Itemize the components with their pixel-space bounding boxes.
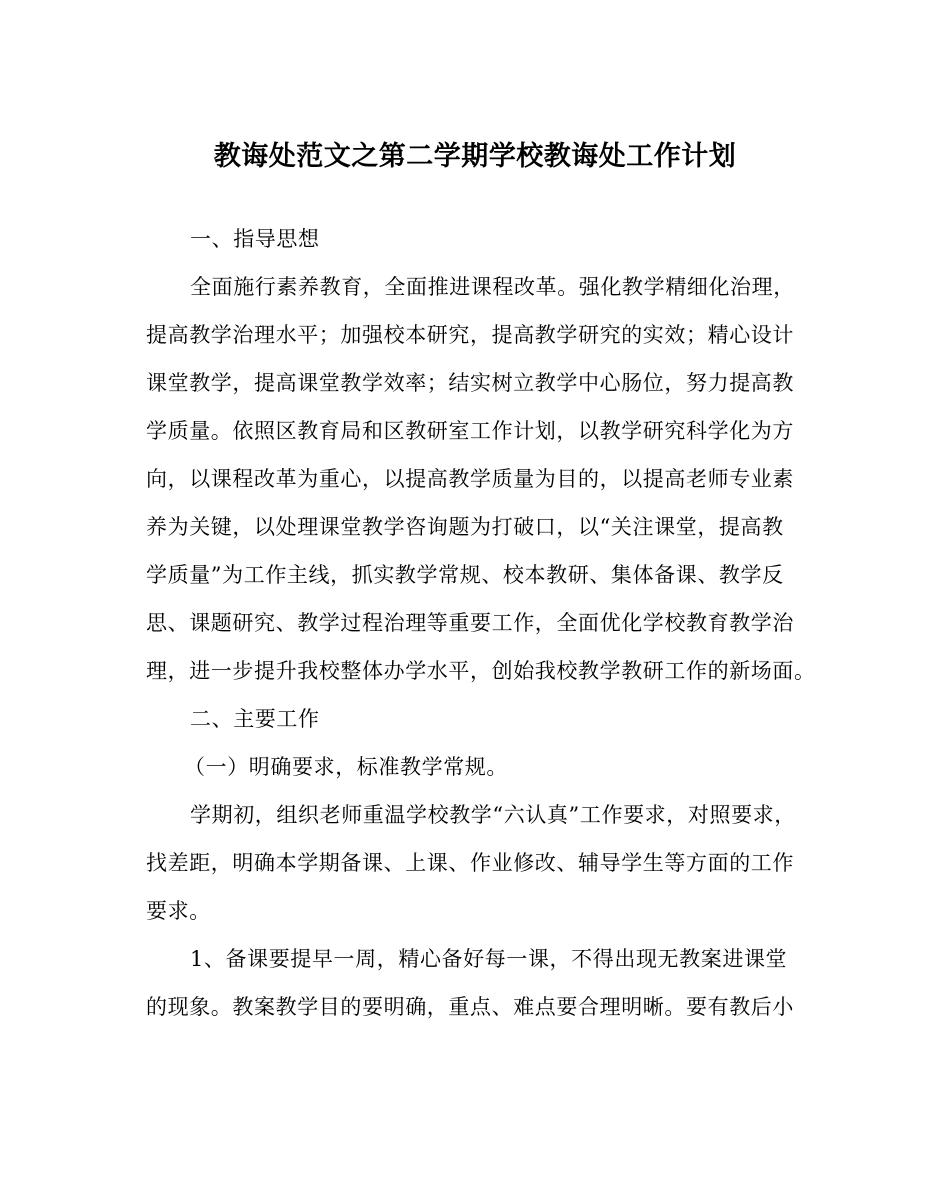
- paragraph-line: 学期初，组织老师重温学校教学“六认真”工作要求，对照要求，: [190, 803, 796, 827]
- paragraph-line: 养为关键，以处理课堂教学咨询题为打破口，以“关注课堂，提高教: [146, 515, 784, 539]
- paragraph-line: 学质量。依照区教育局和区教研室工作计划，以教学研究科学化为方: [146, 419, 794, 443]
- paragraph-line: 全面施行素养教育，全面推进课程改革。强化教学精细化治理，: [190, 275, 795, 299]
- paragraph-line: 提高教学治理水平；加强校本研究，提高教学研究的实效；精心设计: [146, 323, 794, 347]
- paragraph-line: 1、备课要提早一周，精心备好每一课，不得出现无教案进课堂: [190, 947, 788, 971]
- section-heading-guiding-thought: 一、指导思想: [190, 227, 320, 251]
- paragraph-line: 要求。: [146, 899, 211, 923]
- subsection-heading: （一）明确要求，标准教学常规。: [184, 755, 508, 779]
- paragraph-line: 课堂教学，提高课堂教学效率；结实树立教学中心肠位，努力提高教: [146, 371, 794, 395]
- paragraph-line: 理，进一步提升我校整体办学水平，创始我校教学教研工作的新场面。: [146, 659, 816, 683]
- paragraph-line: 学质量”为工作主线，抓实教学常规、校本教研、集体备课、教学反: [146, 563, 784, 587]
- paragraph-line: 的现象。教案教学目的要明确，重点、难点要合理明晰。要有教后小: [146, 995, 794, 1019]
- document-title: 教诲处范文之第二学期学校教诲处工作计划: [213, 141, 737, 172]
- section-heading-main-work: 二、主要工作: [190, 707, 320, 731]
- paragraph-line: 找差距，明确本学期备课、上课、作业修改、辅导学生等方面的工作: [146, 851, 794, 875]
- paragraph-line: 向，以课程改革为重心，以提高教学质量为目的，以提高老师专业素: [146, 467, 794, 491]
- paragraph-line: 思、课题研究、教学过程治理等重要工作，全面优化学校教育教学治: [146, 611, 794, 635]
